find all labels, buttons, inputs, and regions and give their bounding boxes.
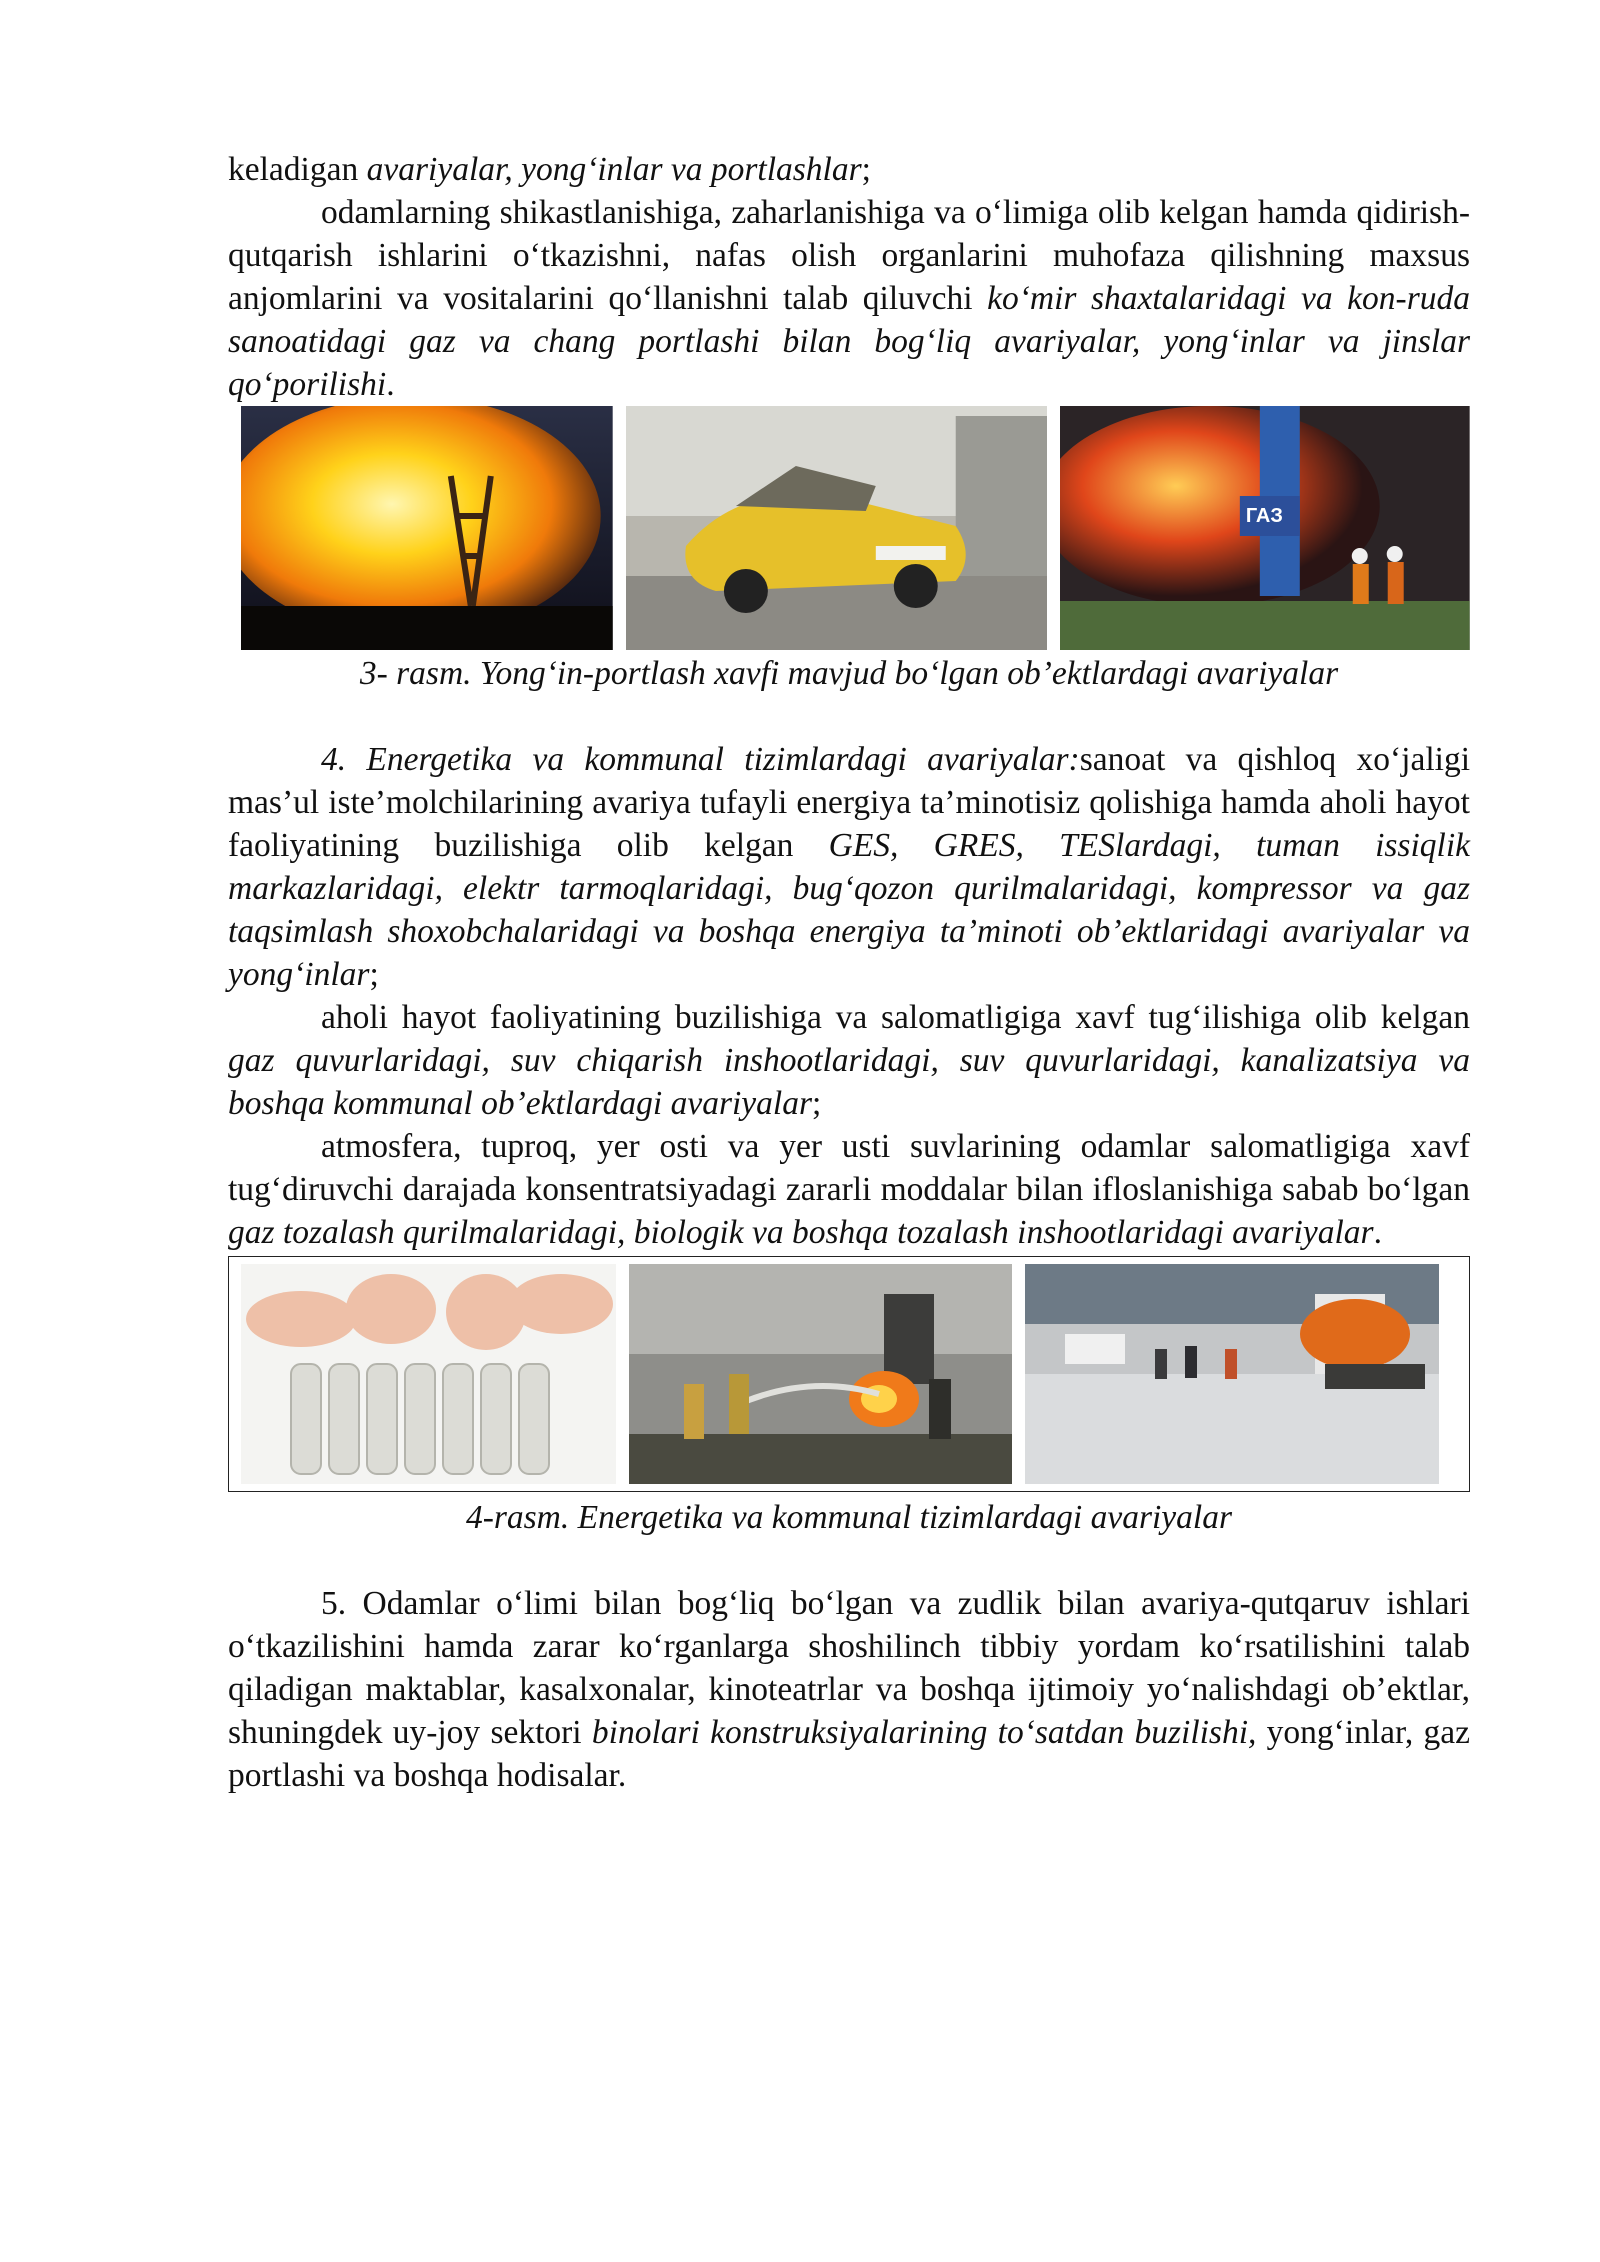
figure-4-caption: 4-rasm. Energetika va kommunal tizimlardagi avariyalar: [465, 1499, 1233, 1536]
text-span: sanoat va qishloq xo‘jaligi mas’ul iste’molchilarining avariya tufayli energiya ta’minotisiz qolishiga hamda aholi hayot faoliyatining buzilishiga olib kelgan: [228, 741, 1470, 864]
figure-3-images: [241, 406, 1470, 650]
paragraph-4: [228, 738, 1470, 996]
paragraph-7: [228, 1582, 1470, 1797]
text-span: odamlarning shikastlanishiga, zaharlanishiga va o‘limiga olib kelgan hamda qidirish-qutqarish ishlarini o‘tkazishni, nafas olish organlarini muhofaza qilishning maxsus anjomlarini va vositalarini qo‘llanishni talab qiluvchi: [228, 194, 1470, 317]
gas-station-fire-photo: [1060, 406, 1470, 650]
text-span: yong‘inlar, gaz portlashi va boshqa hodisalar.: [228, 1714, 1470, 1794]
text-span: .: [386, 366, 395, 403]
radiator-hands-photo: [241, 1264, 616, 1484]
gas-truck-street-photo: [1025, 1264, 1439, 1484]
text-span: ;: [812, 1085, 822, 1122]
italic-span: binolari konstruksiyalarining to‘satdan buzilishi,: [591, 1714, 1257, 1751]
text-span: ;: [369, 956, 379, 993]
paragraph-5: [228, 996, 1470, 1125]
italic-span: ko‘mir shaxtalaridagi va kon-ruda sanoatidagi gaz va chang portlashi bilan bog‘liq avariyalar, yong‘inlar va jinslar qo‘porilishi: [228, 280, 1470, 403]
text-span: .: [1373, 1214, 1382, 1251]
exploded-car-photo: [626, 406, 1048, 650]
text-span: 5. Odamlar o‘limi bilan bog‘liq bo‘lgan va zudlik bilan avariya-qutqaruv ishlari o‘tkazilishini hamda zarar ko‘rganlarga shoshilinch tibbiy yordam ko‘rsatilishini talab qiladigan maktablar, kasalxonalar, kinoteatrlar va boshqa ijtimoiy yo‘nalishdagi ob’ektlar, shuningdek uy-joy sektori: [228, 1585, 1470, 1751]
oil-rig-fire-photo: [241, 406, 613, 650]
paragraph-2: [228, 191, 1470, 406]
italic-span: gaz quvurlaridagi, suv chiqarish inshootlaridagi, suv quvurlaridagi, kanalizatsiya va boshqa kommunal ob’ektlardagi avariyalar: [228, 1042, 1470, 1122]
text-span: atmosfera, tuproq, yer osti va yer usti suvlarining odamlar salomatligiga xavf tug‘diruvchi darajada konsentratsiyadagi zararli moddalar bilan ifloslanishiga sabab bo‘lgan: [228, 1128, 1470, 1208]
text-span: keladigan: [228, 151, 367, 188]
paragraph-6: [228, 1125, 1470, 1254]
figure-3-caption: 3- rasm. Yong‘in-portlash xavfi mavjud bo‘lgan ob’ektlardagi avariyalar: [359, 655, 1339, 692]
text-span: ;: [861, 151, 871, 188]
transformer-fire-photo: [629, 1264, 1012, 1484]
italic-span: GES, GRES, TESlardagi, tuman issiqlik markazlaridagi, elektr tarmoqlaridagi, bug‘qozon qurilmalaridagi, kompressor va gaz taqsimlash shoxobchalaridagi va boshqa energiya ta’minoti ob’ektlaridagi avariyalar va yong‘inlar: [228, 827, 1470, 993]
italic-span: avariyalar, yong‘inlar va portlashlar: [366, 151, 862, 188]
text-span: aholi hayot faoliyatining buzilishiga va salomatligiga xavf tug‘ilishiga olib kelgan: [321, 999, 1470, 1036]
document-page: [228, 148, 1470, 1797]
italic-span: gaz tozalash qurilmalaridagi, biologik va boshqa tozalash inshootlaridagi avariyalar: [228, 1214, 1374, 1251]
figure-4-frame: [228, 1256, 1470, 1492]
italic-span: 4. Energetika va kommunal tizimlardagi avariyalar:: [321, 741, 1080, 778]
gas-sign-text: ГАЗ: [1246, 504, 1284, 528]
paragraph-1: [228, 148, 1470, 191]
